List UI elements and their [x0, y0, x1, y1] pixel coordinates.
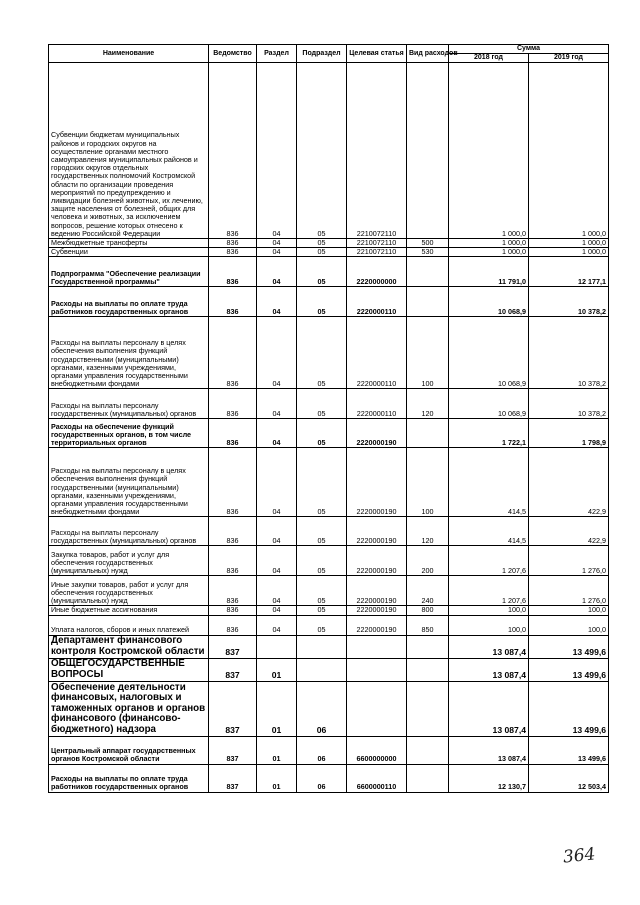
- row-name: Департамент финансового контроля Костромской области: [49, 635, 209, 658]
- row-razdel: 04: [257, 576, 297, 606]
- row-vedomstvo: 836: [209, 448, 257, 517]
- row-podrazdel: 05: [297, 419, 347, 448]
- row-vid-rashodov: 100: [407, 448, 449, 517]
- row-name: Закупка товаров, работ и услуг для обеспечения государственных (муниципальных) нужд: [49, 546, 209, 576]
- row-vid-rashodov: [407, 287, 449, 317]
- row-vedomstvo: 837: [209, 635, 257, 658]
- row-celevaya-statya: 2220000190: [347, 546, 407, 576]
- row-name: Уплата налогов, сборов и иных платежей: [49, 615, 209, 635]
- row-celevaya-statya: [347, 681, 407, 736]
- row-vedomstvo: 836: [209, 389, 257, 419]
- table-body: [49, 63, 609, 793]
- row-vid-rashodov: [407, 736, 449, 764]
- table-row: [49, 606, 609, 615]
- row-celevaya-statya: 6600000110: [347, 764, 407, 792]
- row-podrazdel: 06: [297, 764, 347, 792]
- row-podrazdel: 06: [297, 736, 347, 764]
- table-row: [49, 419, 609, 448]
- row-vid-rashodov: [407, 764, 449, 792]
- row-sum-2019: 10 378,2: [529, 317, 609, 389]
- row-sum-2019: 12 503,4: [529, 764, 609, 792]
- table-row: [49, 389, 609, 419]
- row-name: Субвенции бюджетам муниципальных районов и городских округов на осуществление органами местного самоуправления муниципальных районов и городских округов отдельных государственных полномочий Костромской области по организации проведения мероприятий по предупреждению и ликвидации болезней животных, их лечению, защите населения от болезней, общих для человека и животных, за исключением вопросов, решение которых отнесено к ведению Российской Федерации: [49, 63, 209, 239]
- row-vedomstvo: 837: [209, 681, 257, 736]
- row-sum-2018: 1 207,6: [449, 546, 529, 576]
- row-celevaya-statya: 2220000110: [347, 317, 407, 389]
- header-year-2018: 2018 год: [449, 54, 529, 63]
- row-name: Расходы на выплаты по оплате труда работников государственных органов: [49, 764, 209, 792]
- row-celevaya-statya: 2220000190: [347, 517, 407, 546]
- table-row: [49, 736, 609, 764]
- row-vid-rashodov: [407, 419, 449, 448]
- row-sum-2019: 1 000,0: [529, 63, 609, 239]
- row-sum-2018: 1 207,6: [449, 576, 529, 606]
- table-row: [49, 448, 609, 517]
- table-row: [49, 517, 609, 546]
- row-sum-2019: 422,9: [529, 517, 609, 546]
- row-name: Обеспечение деятельности финансовых, налоговых и таможенных органов и органов финансового (финансово-бюджетного) надзора: [49, 681, 209, 736]
- row-podrazdel: 05: [297, 615, 347, 635]
- row-sum-2018: 13 087,4: [449, 635, 529, 658]
- row-sum-2018: 10 068,9: [449, 389, 529, 419]
- row-vedomstvo: 836: [209, 248, 257, 257]
- table-header: [49, 45, 609, 63]
- row-celevaya-statya: 2220000190: [347, 448, 407, 517]
- row-razdel: 04: [257, 606, 297, 615]
- row-vid-rashodov: 530: [407, 248, 449, 257]
- row-vedomstvo: 836: [209, 257, 257, 287]
- row-podrazdel: 05: [297, 257, 347, 287]
- row-razdel: 04: [257, 448, 297, 517]
- row-celevaya-statya: 2210072110: [347, 248, 407, 257]
- row-sum-2018: 12 130,7: [449, 764, 529, 792]
- row-vedomstvo: 837: [209, 736, 257, 764]
- row-vedomstvo: 836: [209, 63, 257, 239]
- row-sum-2019: 1 000,0: [529, 239, 609, 248]
- row-sum-2018: 414,5: [449, 517, 529, 546]
- row-razdel: 04: [257, 317, 297, 389]
- row-sum-2018: 10 068,9: [449, 317, 529, 389]
- row-razdel: 04: [257, 63, 297, 239]
- row-name: ОБЩЕГОСУДАРСТВЕННЫЕ ВОПРОСЫ: [49, 658, 209, 681]
- row-vedomstvo: 836: [209, 546, 257, 576]
- row-vedomstvo: 836: [209, 287, 257, 317]
- row-vedomstvo: 836: [209, 576, 257, 606]
- table-row: [49, 287, 609, 317]
- table-row: [49, 576, 609, 606]
- row-razdel: 04: [257, 546, 297, 576]
- row-sum-2019: 1 276,0: [529, 576, 609, 606]
- row-celevaya-statya: [347, 635, 407, 658]
- row-podrazdel: 05: [297, 448, 347, 517]
- row-razdel: 01: [257, 736, 297, 764]
- row-vid-rashodov: 500: [407, 239, 449, 248]
- row-sum-2018: 13 087,4: [449, 736, 529, 764]
- row-vid-rashodov: 100: [407, 317, 449, 389]
- row-razdel: 01: [257, 764, 297, 792]
- row-celevaya-statya: 2220000110: [347, 389, 407, 419]
- row-podrazdel: 05: [297, 576, 347, 606]
- table-row: [49, 546, 609, 576]
- table-row: [49, 635, 609, 658]
- row-sum-2018: 1 000,0: [449, 63, 529, 239]
- row-razdel: 04: [257, 389, 297, 419]
- row-sum-2018: 11 791,0: [449, 257, 529, 287]
- row-celevaya-statya: 2220000110: [347, 287, 407, 317]
- header-podrazdel: Подраздел: [297, 45, 347, 63]
- row-sum-2019: 13 499,6: [529, 736, 609, 764]
- row-vedomstvo: 836: [209, 615, 257, 635]
- row-vedomstvo: 836: [209, 517, 257, 546]
- row-sum-2018: 1 722,1: [449, 419, 529, 448]
- row-sum-2018: 1 000,0: [449, 239, 529, 248]
- row-name: Иные закупки товаров, работ и услуг для обеспечения государственных (муниципальных) нужд: [49, 576, 209, 606]
- row-vid-rashodov: 120: [407, 389, 449, 419]
- row-razdel: 04: [257, 287, 297, 317]
- table-row: [49, 63, 609, 239]
- row-podrazdel: 06: [297, 681, 347, 736]
- row-celevaya-statya: 2220000190: [347, 606, 407, 615]
- row-sum-2019: 1 276,0: [529, 546, 609, 576]
- table-row: [49, 658, 609, 681]
- row-razdel: 04: [257, 257, 297, 287]
- row-sum-2019: 1 798,9: [529, 419, 609, 448]
- row-name: Иные бюджетные ассигнования: [49, 606, 209, 615]
- row-podrazdel: 05: [297, 389, 347, 419]
- row-celevaya-statya: 2210072110: [347, 63, 407, 239]
- row-celevaya-statya: [347, 658, 407, 681]
- row-vid-rashodov: 200: [407, 546, 449, 576]
- header-year-2019: 2019 год: [529, 54, 609, 63]
- row-vid-rashodov: 850: [407, 615, 449, 635]
- row-name: Расходы на обеспечение функций государственных органов, в том числе территориальных органов: [49, 419, 209, 448]
- row-vid-rashodov: 800: [407, 606, 449, 615]
- row-name: Подпрограмма "Обеспечение реализации Государственной программы": [49, 257, 209, 287]
- row-celevaya-statya: 2220000190: [347, 576, 407, 606]
- header-name: Наименование: [49, 45, 209, 63]
- row-vedomstvo: 836: [209, 239, 257, 248]
- header-vid-rashodov: Вид расходов: [407, 45, 449, 63]
- row-sum-2019: 1 000,0: [529, 248, 609, 257]
- row-podrazdel: [297, 658, 347, 681]
- row-podrazdel: [297, 635, 347, 658]
- row-sum-2019: 422,9: [529, 448, 609, 517]
- row-vedomstvo: 837: [209, 764, 257, 792]
- row-sum-2018: 1 000,0: [449, 248, 529, 257]
- row-sum-2019: 13 499,6: [529, 635, 609, 658]
- row-vid-rashodov: [407, 63, 449, 239]
- row-razdel: 01: [257, 658, 297, 681]
- table-row: [49, 317, 609, 389]
- row-razdel: [257, 635, 297, 658]
- table-row: [49, 248, 609, 257]
- row-celevaya-statya: 2210072110: [347, 239, 407, 248]
- row-vid-rashodov: [407, 257, 449, 287]
- row-vid-rashodov: 240: [407, 576, 449, 606]
- row-podrazdel: 05: [297, 63, 347, 239]
- row-sum-2019: 10 378,2: [529, 287, 609, 317]
- row-name: Расходы на выплаты персоналу государственных (муниципальных) органов: [49, 389, 209, 419]
- table-row: [49, 615, 609, 635]
- row-podrazdel: 05: [297, 546, 347, 576]
- header-summa: Сумма: [449, 45, 609, 54]
- budget-table: [48, 44, 609, 793]
- row-razdel: 04: [257, 248, 297, 257]
- row-sum-2018: 100,0: [449, 615, 529, 635]
- row-sum-2019: 12 177,1: [529, 257, 609, 287]
- row-vid-rashodov: [407, 658, 449, 681]
- row-celevaya-statya: 2220000190: [347, 419, 407, 448]
- row-sum-2019: 100,0: [529, 606, 609, 615]
- row-sum-2018: 414,5: [449, 448, 529, 517]
- row-sum-2019: 13 499,6: [529, 681, 609, 736]
- row-sum-2019: 100,0: [529, 615, 609, 635]
- row-name: Субвенции: [49, 248, 209, 257]
- row-sum-2018: 13 087,4: [449, 658, 529, 681]
- row-podrazdel: 05: [297, 517, 347, 546]
- row-sum-2018: 13 087,4: [449, 681, 529, 736]
- row-sum-2019: 13 499,6: [529, 658, 609, 681]
- row-razdel: 04: [257, 419, 297, 448]
- row-vedomstvo: 836: [209, 606, 257, 615]
- row-vedomstvo: 836: [209, 317, 257, 389]
- row-podrazdel: 05: [297, 287, 347, 317]
- row-razdel: 04: [257, 517, 297, 546]
- table-row: [49, 257, 609, 287]
- row-name: Расходы на выплаты персоналу в целях обеспечения выполнения функций государственными (муниципальными) органами, казенными учреждениями, органами управления государственными внебюджетными фондами: [49, 448, 209, 517]
- row-sum-2019: 10 378,2: [529, 389, 609, 419]
- row-celevaya-statya: 2220000000: [347, 257, 407, 287]
- row-sum-2018: 10 068,9: [449, 287, 529, 317]
- header-razdel: Раздел: [257, 45, 297, 63]
- row-podrazdel: 05: [297, 239, 347, 248]
- page-number: 364: [562, 844, 597, 868]
- row-vedomstvo: 836: [209, 419, 257, 448]
- row-vid-rashodov: 120: [407, 517, 449, 546]
- row-podrazdel: 05: [297, 317, 347, 389]
- row-name: Центральный аппарат государственных органов Костромской области: [49, 736, 209, 764]
- row-name: Межбюджетные трансферты: [49, 239, 209, 248]
- row-podrazdel: 05: [297, 606, 347, 615]
- row-name: Расходы на выплаты по оплате труда работников государственных органов: [49, 287, 209, 317]
- row-celevaya-statya: 6600000000: [347, 736, 407, 764]
- row-podrazdel: 05: [297, 248, 347, 257]
- row-vedomstvo: 837: [209, 658, 257, 681]
- row-celevaya-statya: 2220000190: [347, 615, 407, 635]
- row-vid-rashodov: [407, 681, 449, 736]
- table-row: [49, 764, 609, 792]
- row-sum-2018: 100,0: [449, 606, 529, 615]
- row-razdel: 04: [257, 239, 297, 248]
- row-name: Расходы на выплаты персоналу государственных (муниципальных) органов: [49, 517, 209, 546]
- row-razdel: 04: [257, 615, 297, 635]
- header-celevaya-statya: Целевая статья: [347, 45, 407, 63]
- row-name: Расходы на выплаты персоналу в целях обеспечения выполнения функций государственными (муниципальными) органами, казенными учреждениями, органами управления государственными внебюджетными фондами: [49, 317, 209, 389]
- row-razdel: 01: [257, 681, 297, 736]
- table-row: [49, 681, 609, 736]
- header-vedomstvo: Ведомство: [209, 45, 257, 63]
- row-vid-rashodov: [407, 635, 449, 658]
